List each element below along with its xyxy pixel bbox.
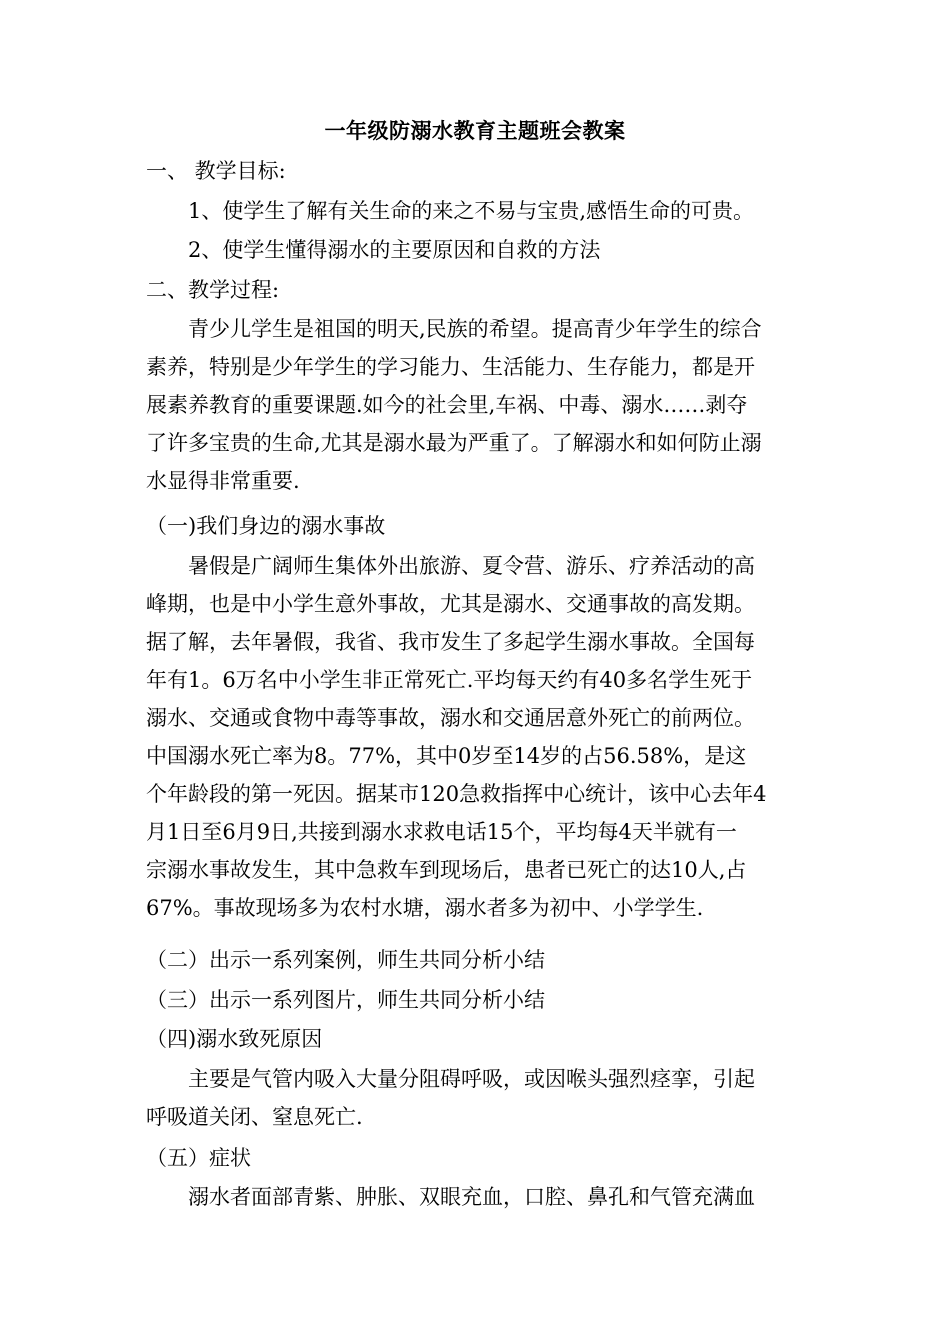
section-heading-process: 二、教学过程: [146,278,280,302]
subsection-heading-cases: （二）出示一系列案例，师生共同分析小结 [146,948,545,972]
intro-line: 素养，特别是少年学生的学习能力、生活能力、生存能力，都是开 [146,355,755,379]
causes-line: 主要是气管内吸入大量分阻碍呼吸，或因喉头强烈痉挛，引起 [188,1067,755,1091]
accidents-line: 月1日至6月9日,共接到溺水求救电话15个，平均每4天半就有一 [146,820,737,844]
accidents-line: 宗溺水事故发生，其中急救车到现场后，患者已死亡的达10人,占 [146,858,747,882]
intro-line: 展素养教育的重要课题.如今的社会里,车祸、中毒、溺水……剥夺 [146,393,748,417]
subsection-heading-symptoms: （五）症状 [146,1146,251,1170]
section-heading-goals: 一、 教学目标: [146,159,286,183]
accidents-line: 个年龄段的第一死因。据某市120急救指挥中心统计，该中心去年4 [146,782,767,806]
page-title: 一年级防溺水教育主题班会教案 [324,118,626,143]
causes-paragraph [146,1060,810,1136]
accidents-line: 溺水、交通或食物中毒等事故，溺水和交通居意外死亡的前两位。 [146,706,755,730]
accidents-paragraph [146,547,810,927]
goal-item-2: 2、使学生懂得溺水的主要原因和自救的方法 [188,238,601,262]
intro-paragraph [146,310,810,500]
subsection-heading-pictures: （三）出示一系列图片，师生共同分析小结 [146,988,545,1012]
accidents-line: 67%。事故现场多为农村水塘，溺水者多为初中、小学学生. [146,896,704,920]
goal-item-1: 1、使学生了解有关生命的来之不易与宝贵,感悟生命的可贵。 [188,199,755,223]
subsection-heading-accidents: （一)我们身边的溺水事故 [146,514,386,538]
intro-line: 了许多宝贵的生命,尤其是溺水最为严重了。了解溺水和如何防止溺 [146,431,762,455]
accidents-line: 中国溺水死亡率为8。77%，其中0岁至14岁的占56.58%，是这 [146,744,747,768]
accidents-line: 峰期，也是中小学生意外事故，尤其是溺水、交通事故的高发期。 [146,592,755,616]
intro-line: 青少儿学生是祖国的明天,民族的希望。提高青少年学生的综合 [188,317,762,341]
accidents-line: 年有1。6万名中小学生非正常死亡.平均每天约有40多名学生死于 [146,668,753,692]
symptoms-line: 溺水者面部青紫、肿胀、双眼充血，口腔、鼻孔和气管充满血 [188,1185,755,1209]
subsection-heading-causes: （四)溺水致死原因 [146,1027,323,1051]
accidents-line: 暑假是广阔师生集体外出旅游、夏令营、游乐、疗养活动的高 [188,554,755,578]
intro-line: 水显得非常重要. [146,469,300,493]
causes-line: 呼吸道关闭、窒息死亡. [146,1105,363,1129]
accidents-line: 据了解，去年暑假，我省、我市发生了多起学生溺水事故。全国每 [146,630,755,654]
symptoms-paragraph [146,1178,810,1216]
